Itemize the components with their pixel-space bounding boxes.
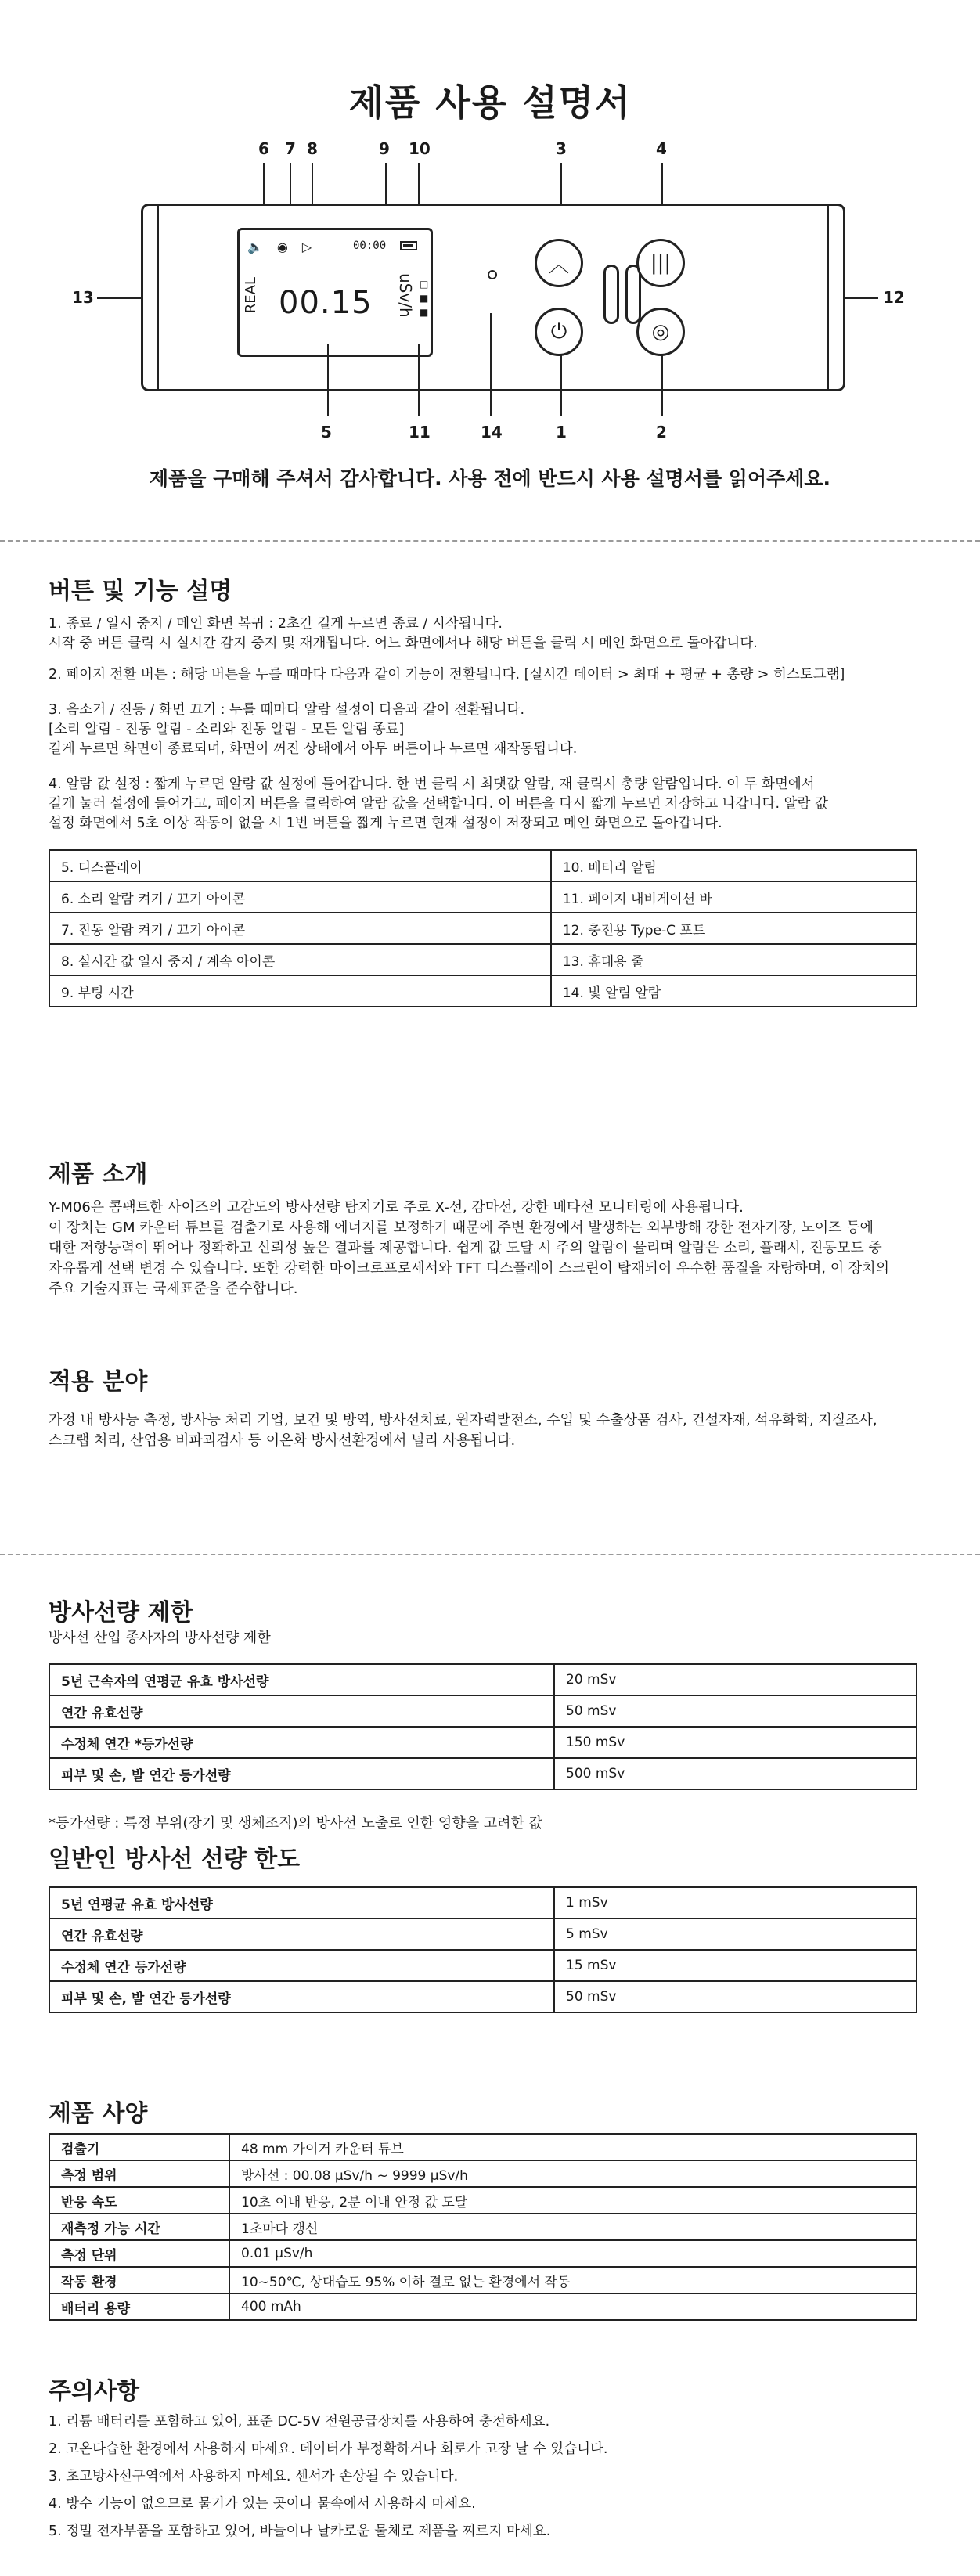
section-title-buttons: 버튼 및 기능 설명: [49, 578, 232, 605]
table-row: [49, 975, 917, 1007]
table-row: [49, 2134, 917, 2160]
intro-line: 주요 기술지표는 국제표준을 준수합니다.: [49, 1281, 298, 1297]
thanks-text: 제품을 구매해 주셔서 감사합니다. 사용 전에 반드시 사용 설명서를 읽어주세요.: [149, 467, 831, 490]
usage-line: 스크랩 처리, 산업용 비파괴검사 등 이온화 방사선환경에서 널리 사용됩니다.: [49, 1432, 516, 1449]
table-row: [49, 1918, 917, 1950]
table-row: [49, 1950, 917, 1981]
table-cell: 14. 빛 알림 알람: [551, 975, 917, 1007]
table-cell: 500 mSv: [554, 1758, 917, 1789]
table-row: [49, 2293, 917, 2320]
table-cell: 400 mAh: [229, 2293, 917, 2320]
screen-time: 00:00: [353, 240, 387, 252]
table-cell: 5. 디스플레이: [49, 850, 551, 881]
screen-value: 00.15: [279, 285, 373, 321]
caution-item: 2. 고온다습한 환경에서 사용하지 마세요. 데이터가 부정확하거나 회로가 고장 날 수 있습니다.: [49, 2441, 608, 2457]
list-item: [소리 알림 - 진동 알림 - 소리와 진동 알림 - 모든 알림 종료]: [49, 722, 405, 737]
intro-line: 대한 저항능력이 뛰어나 정확하고 신뢰성 높은 결과를 제공합니다. 쉽게 값 도달 시 주의 알람이 울리며 알람은 소리, 플래시, 진동모드 중: [49, 1240, 882, 1256]
screen-mode: REAL: [243, 277, 259, 314]
table-cell: 50 mSv: [554, 1981, 917, 2012]
table-cell: 반응 속도: [49, 2187, 229, 2214]
callout-1: 1: [556, 423, 567, 441]
vibrate-icon: ◉: [276, 240, 288, 254]
table-cell: 검출기: [49, 2134, 229, 2160]
table-cell: 재측정 가능 시간: [49, 2214, 229, 2240]
section-title-spec: 제품 사양: [49, 2100, 148, 2127]
table-cell: 배터리 용량: [49, 2293, 229, 2320]
limit-table: [49, 1663, 917, 1790]
callout-9: 9: [379, 139, 390, 158]
table-row: [49, 2160, 917, 2187]
table-cell: 9. 부팅 시간: [49, 975, 551, 1007]
table-cell: 5년 연평균 유효 방사선량: [49, 1887, 554, 1918]
caution-item: 1. 리튬 배터리를 포함하고 있어, 표준 DC-5V 전원공급장치를 사용하여 충전하세요.: [49, 2414, 550, 2430]
table-cell: 8. 실시간 값 일시 중지 / 계속 아이콘: [49, 944, 551, 975]
section-title-usage: 적용 분야: [49, 1368, 148, 1396]
table-row: [49, 2240, 917, 2267]
table-row: [49, 850, 917, 881]
table-cell: 방사선 : 00.08 μSv/h ~ 9999 μSv/h: [229, 2160, 917, 2187]
screen-unit: uSv/h: [396, 273, 415, 318]
table-cell: 10~50℃, 상대습도 95% 이하 결로 없는 환경에서 작동: [229, 2267, 917, 2293]
table-row: [49, 1981, 917, 2012]
list-item: 3. 음소거 / 진동 / 화면 끄기 : 누를 때마다 알람 설정이 다음과 같이 전환됩니다.: [49, 702, 525, 718]
speaker-icon: 🔈: [247, 240, 263, 254]
device-screen: [237, 228, 433, 357]
table-cell: 5년 근속자의 연평균 유효 방사선량: [49, 1664, 554, 1695]
list-item: 길게 누르면 화면이 종료되며, 화면이 꺼진 상태에서 아무 버튼이나 누르면 재작동됩니다.: [49, 741, 578, 757]
table-row: [49, 913, 917, 944]
section-title-intro: 제품 소개: [49, 1161, 148, 1188]
table-cell: 50 mSv: [554, 1695, 917, 1727]
callout-5: 5: [321, 423, 332, 441]
list-item: 시작 중 버튼 클릭 시 실시간 감지 중지 및 재개됩니다. 어느 화면에서나 해당 버튼을 클릭 시 메인 화면으로 돌아갑니다.: [49, 636, 758, 651]
callout-10: 10: [409, 139, 431, 158]
table-cell: 작동 환경: [49, 2267, 229, 2293]
intro-line: 자유롭게 선택 변경 수 있습니다. 또한 강력한 마이크로프로세서와 TFT 디스플레이 스크린이 탑재되어 우수한 품질을 자랑하며, 이 장치의: [49, 1260, 889, 1277]
feature-table: [49, 849, 917, 1007]
table-cell: 5 mSv: [554, 1918, 917, 1950]
callout-11: 11: [409, 423, 431, 441]
table-cell: 15 mSv: [554, 1950, 917, 1981]
callout-3: 3: [556, 139, 567, 158]
limit-subtitle: 방사선 산업 종사자의 방사선량 제한: [49, 1630, 271, 1646]
button-2-icon[interactable]: ◎: [636, 308, 685, 356]
battery-icon: [400, 241, 417, 250]
spec-table: [49, 2133, 917, 2321]
table-row: [49, 1727, 917, 1758]
callout-6: 6: [258, 139, 269, 158]
callout-12: 12: [883, 288, 905, 307]
table-cell: 10초 이내 반응, 2분 이내 안정 값 도달: [229, 2187, 917, 2214]
table-row: [49, 1664, 917, 1695]
callout-2: 2: [656, 423, 667, 441]
table-cell: 1초마다 갱신: [229, 2214, 917, 2240]
list-item: 1. 종료 / 일시 중지 / 메인 화면 복귀 : 2초간 길게 누르면 종료 / 시작됩니다.: [49, 616, 503, 632]
table-cell: 측정 단위: [49, 2240, 229, 2267]
general-table: [49, 1886, 917, 2013]
table-cell: 0.01 μSv/h: [229, 2240, 917, 2267]
table-cell: 수정체 연간 등가선량: [49, 1950, 554, 1981]
button-3-icon[interactable]: ︿: [535, 239, 583, 287]
table-cell: 48 mm 가이거 카운터 튜브: [229, 2134, 917, 2160]
device-diagram: [0, 117, 980, 477]
caution-item: 3. 초고방사선구역에서 사용하지 마세요. 센서가 손상될 수 있습니다.: [49, 2469, 459, 2484]
table-row: [49, 1695, 917, 1727]
device-body: [141, 204, 845, 391]
table-cell: 150 mSv: [554, 1727, 917, 1758]
intro-line: Y-M06은 콤팩트한 사이즈의 고감도의 방사선량 탐지기로 주로 X-선, 감마선, 강한 베타선 모니터링에 사용됩니다.: [49, 1199, 744, 1216]
button-1-icon[interactable]: ⏻: [535, 308, 583, 356]
table-row: [49, 1758, 917, 1789]
table-cell: 피부 및 손, 발 연간 등가선량: [49, 1758, 554, 1789]
table-cell: 20 mSv: [554, 1664, 917, 1695]
table-cell: 측정 범위: [49, 2160, 229, 2187]
table-cell: 피부 및 손, 발 연간 등가선량: [49, 1981, 554, 2012]
button-4-icon[interactable]: |||: [636, 239, 685, 287]
divider: [0, 540, 980, 542]
callout-8: 8: [307, 139, 318, 158]
divider: [0, 1554, 980, 1555]
table-cell: 연간 유효선량: [49, 1918, 554, 1950]
limit-note: *등가선량 : 특정 부위(장기 및 생체조직)의 방사선 노출로 인한 영향을 고려한 값: [49, 1815, 543, 1832]
table-row: [49, 944, 917, 975]
table-cell: 연간 유효선량: [49, 1695, 554, 1727]
table-cell: 10. 배터리 알림: [551, 850, 917, 881]
grip-icon: [603, 265, 619, 324]
section-title-limit: 방사선량 제한: [49, 1599, 193, 1627]
list-item: 4. 알람 값 설정 : 짧게 누르면 알람 값 설정에 들어갑니다. 한 번 클릭 시 최댓값 알람, 재 클릭시 총량 알람입니다. 이 두 화면에서: [49, 776, 815, 792]
page-nav-icon: □ ■ ■: [420, 279, 429, 318]
list-item: 2. 페이지 전환 버튼 : 해당 버튼을 누를 때마다 다음과 같이 기능이 전환됩니다. [실시간 데이터 > 최대 + 평균 + 총량 > 히스토그램]: [49, 667, 845, 683]
table-cell: 수정체 연간 *등가선량: [49, 1727, 554, 1758]
table-row: [49, 881, 917, 913]
table-cell: 1 mSv: [554, 1887, 917, 1918]
section-title-general: 일반인 방사선 선량 한도: [49, 1846, 301, 1873]
light-alarm-hole: [488, 270, 497, 279]
play-icon: ▷: [301, 240, 312, 254]
page-title: 제품 사용 설명서: [348, 81, 632, 124]
section-title-caution: 주의사항: [49, 2378, 139, 2405]
table-row: [49, 2214, 917, 2240]
usage-line: 가정 내 방사능 측정, 방사능 처리 기업, 보건 및 방역, 방사선치료, 원자력발전소, 수입 및 수출상품 검사, 건설자재, 석유화학, 지질조사,: [49, 1412, 877, 1429]
caution-item: 5. 정밀 전자부품을 포함하고 있어, 바늘이나 날카로운 물체로 제품을 찌르지 마세요.: [49, 2524, 551, 2539]
callout-14: 14: [481, 423, 503, 441]
callout-7: 7: [285, 139, 296, 158]
callout-13: 13: [72, 288, 94, 307]
callout-4: 4: [656, 139, 667, 158]
intro-line: 이 장치는 GM 카운터 튜브를 검출기로 사용해 에너지를 보정하기 때문에 주변 환경에서 발생하는 외부방해 강한 전자기장, 노이즈 등에: [49, 1220, 874, 1236]
table-cell: 11. 페이지 내비게이션 바: [551, 881, 917, 913]
table-row: [49, 2267, 917, 2293]
list-item: 길게 눌러 설정에 들어가고, 페이지 버튼을 클릭하여 알람 값을 선택합니다. 이 버튼을 다시 짧게 누르면 저장하고 나갑니다. 알람 값: [49, 796, 828, 812]
table-cell: 13. 휴대용 줄: [551, 944, 917, 975]
table-cell: 7. 진동 알람 켜기 / 끄기 아이콘: [49, 913, 551, 944]
list-item: 설정 화면에서 5초 이상 작동이 없을 시 1번 버튼을 짧게 누르면 현재 설정이 저장되고 메인 화면으로 돌아갑니다.: [49, 816, 722, 831]
table-row: [49, 2187, 917, 2214]
caution-item: 4. 방수 기능이 없으므로 물기가 있는 곳이나 물속에서 사용하지 마세요.: [49, 2496, 476, 2512]
table-cell: 12. 충전용 Type-C 포트: [551, 913, 917, 944]
table-cell: 6. 소리 알람 켜기 / 끄기 아이콘: [49, 881, 551, 913]
table-row: [49, 1887, 917, 1918]
